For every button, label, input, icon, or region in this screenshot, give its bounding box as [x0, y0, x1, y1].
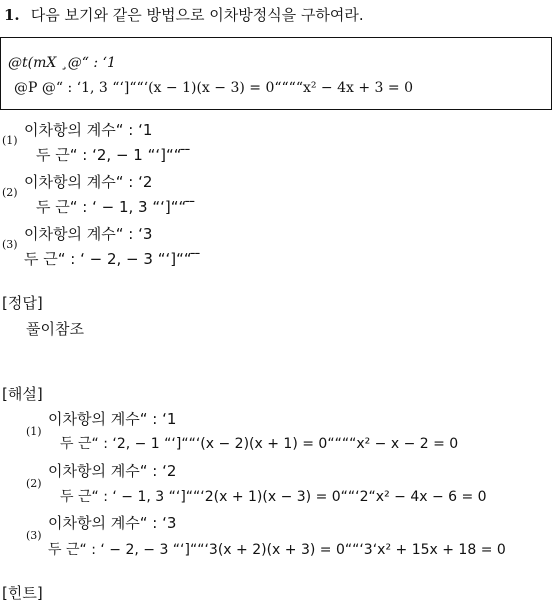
- explanation-item-1-roots: 두 근“ : ‘2, − 1 “‘]““‘(x − 2)(x + 1) = 0““““x² − x − 2 = 0: [60, 436, 459, 452]
- explanation-item-3-number: (3): [26, 529, 42, 542]
- problem-header: [4, 4, 364, 25]
- explanation-item-2-roots: 두 근“ : ‘ − 1, 3 “‘]““‘2(x + 1)(x − 3) = 0““‘2“x² − 4x − 6 = 0: [60, 489, 487, 505]
- problem-item-3-roots: 두 근“ : ‘ − 2, − 3 “‘]““ ̄ ̄: [24, 250, 202, 268]
- problem-item-2-number: (2): [2, 186, 18, 199]
- problem-instruction: 다음 보기와 같은 방법으로 이차방정식을 구하여라.: [30, 6, 364, 24]
- answer-text: 풀이참조: [26, 320, 84, 338]
- explanation-item-1-coef: 이차항의 계수“ : ‘1: [48, 410, 177, 428]
- problem-item-3-coef: 이차항의 계수“ : ‘3: [24, 225, 153, 243]
- problem-item-2-coef: 이차항의 계수“ : ‘2: [24, 173, 153, 191]
- explanation-label: [해설]: [2, 385, 43, 403]
- example-line-2: @P @“ : ‘1, 3 “‘]““‘(x − 1)(x − 3) = 0““““x² − 4x + 3 = 0: [14, 80, 413, 96]
- problem-item-1-coef: 이차항의 계수“ : ‘1: [24, 121, 153, 139]
- hint-label: [힌트]: [2, 584, 43, 602]
- example-box: [0, 37, 552, 110]
- explanation-item-3-coef: 이차항의 계수“ : ‘3: [48, 514, 177, 532]
- explanation-item-1-number: (1): [26, 425, 42, 438]
- explanation-item-2-number: (2): [26, 477, 42, 490]
- explanation-item-3-roots: 두 근“ : ‘ − 2, − 3 “‘]““‘3(x + 2)(x + 3) = 0““‘3‘x² + 15x + 18 = 0: [48, 542, 506, 558]
- answer-label: [정답]: [2, 294, 43, 312]
- problem-number: 1.: [4, 6, 20, 24]
- problem-item-1-roots: 두 근“ : ‘2, − 1 “‘]““ ̄ ̄: [36, 146, 192, 164]
- explanation-item-2-coef: 이차항의 계수“ : ‘2: [48, 462, 177, 480]
- problem-item-3-number: (3): [2, 238, 18, 251]
- problem-item-1-number: (1): [2, 134, 18, 147]
- example-line-1: @t(mX ¸@“ : ‘1: [8, 55, 116, 71]
- problem-item-2-roots: 두 근“ : ‘ − 1, 3 “‘]““ ̄ ̄: [36, 198, 196, 216]
